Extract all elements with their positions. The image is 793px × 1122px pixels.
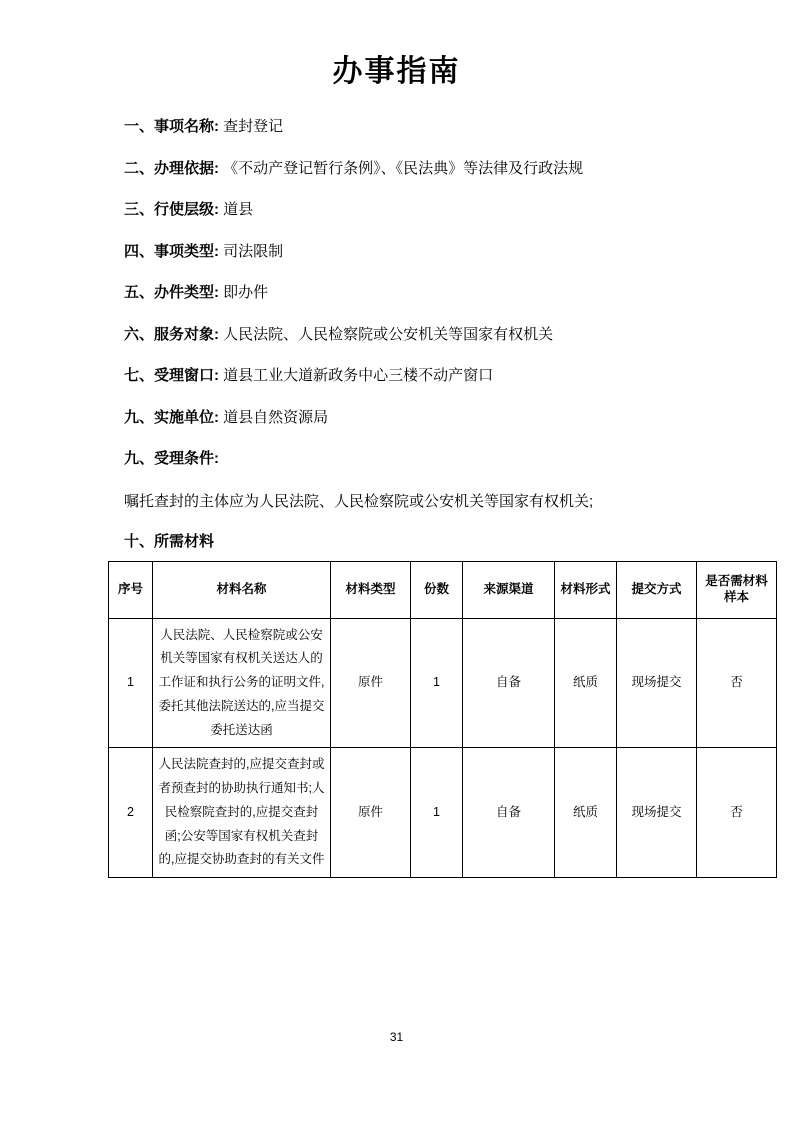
field-item-window bbox=[72, 365, 721, 388]
cell-source: 自备 bbox=[463, 618, 555, 748]
cell-submit: 现场提交 bbox=[617, 748, 697, 878]
field-item-conditions bbox=[72, 448, 721, 471]
field-label: 六、服务对象: bbox=[124, 325, 219, 343]
cell-type: 原件 bbox=[331, 748, 411, 878]
cell-name: 人民法院、人民检察院或公安机关等国家有权机关送达人的工作证和执行公务的证明文件,委托其他法院送达的,应当提交委托送达函 bbox=[153, 618, 331, 748]
field-label: 二、办理依据: bbox=[124, 159, 219, 177]
field-label: 五、办件类型: bbox=[124, 284, 219, 301]
column-header-seq: 序号 bbox=[109, 561, 153, 618]
column-header-form: 材料形式 bbox=[555, 561, 617, 618]
column-header-count: 份数 bbox=[411, 561, 463, 618]
field-value: 道县自然资源局 bbox=[223, 408, 329, 426]
column-header-submit: 提交方式 bbox=[617, 561, 697, 618]
field-item-unit bbox=[72, 407, 721, 430]
cell-sample: 否 bbox=[697, 748, 777, 878]
field-label: 三、行使层级: bbox=[124, 201, 219, 218]
cell-form: 纸质 bbox=[555, 748, 617, 878]
field-item-level bbox=[72, 199, 721, 222]
field-label: 九、受理条件: bbox=[124, 450, 219, 467]
field-item-service-target bbox=[72, 324, 721, 347]
cell-source: 自备 bbox=[463, 748, 555, 878]
cell-count: 1 bbox=[411, 748, 463, 878]
column-header-type: 材料类型 bbox=[331, 561, 411, 618]
field-item-basis bbox=[72, 158, 721, 181]
field-value: 查封登记 bbox=[223, 118, 284, 135]
cell-form: 纸质 bbox=[555, 618, 617, 748]
column-header-name: 材料名称 bbox=[153, 561, 331, 618]
field-item-name bbox=[72, 116, 721, 139]
column-header-sample: 是否需材料样本 bbox=[697, 561, 777, 618]
field-label: 四、事项类型: bbox=[124, 242, 219, 260]
cell-type: 原件 bbox=[331, 618, 411, 748]
page-number: 31 bbox=[389, 1030, 404, 1044]
field-label: 七、受理窗口: bbox=[124, 367, 219, 384]
field-item-case-type bbox=[72, 282, 721, 305]
materials-table bbox=[108, 561, 777, 879]
table-header-row bbox=[109, 561, 777, 618]
field-value: 道县工业大道新政务中心三楼不动产窗口 bbox=[223, 367, 494, 384]
field-value: 道县 bbox=[223, 201, 254, 218]
page-title: 办事指南 bbox=[332, 55, 461, 88]
condition-text: 嘱托查封的主体应为人民法院、人民检察院或公安机关等国家有权机关; bbox=[124, 492, 594, 510]
field-value: 人民法院、人民检察院或公安机关等国家有权机关 bbox=[223, 325, 554, 343]
cell-count: 1 bbox=[411, 618, 463, 748]
field-label: 九、实施单位: bbox=[124, 408, 219, 426]
table-row bbox=[109, 748, 777, 878]
cell-sample: 否 bbox=[697, 618, 777, 748]
field-value: 《不动产登记暂行条例》、《民法典》等法律及行政法规 bbox=[223, 159, 584, 177]
field-label: 一、事项名称: bbox=[124, 118, 219, 135]
field-item-type bbox=[72, 241, 721, 264]
cell-seq: 1 bbox=[109, 618, 153, 748]
column-header-source: 来源渠道 bbox=[463, 561, 555, 618]
cell-seq: 2 bbox=[109, 748, 153, 878]
table-row bbox=[109, 618, 777, 748]
field-value: 即办件 bbox=[223, 284, 269, 301]
field-value: 司法限制 bbox=[223, 242, 284, 260]
cell-submit: 现场提交 bbox=[617, 618, 697, 748]
materials-heading: 十、所需材料 bbox=[124, 532, 215, 550]
cell-name: 人民法院查封的,应提交查封或者预查封的协助执行通知书;人民检察院查封的,应提交查封函;公安等国家有权机关查封的,应提交协助查封的有关文件 bbox=[153, 748, 331, 878]
